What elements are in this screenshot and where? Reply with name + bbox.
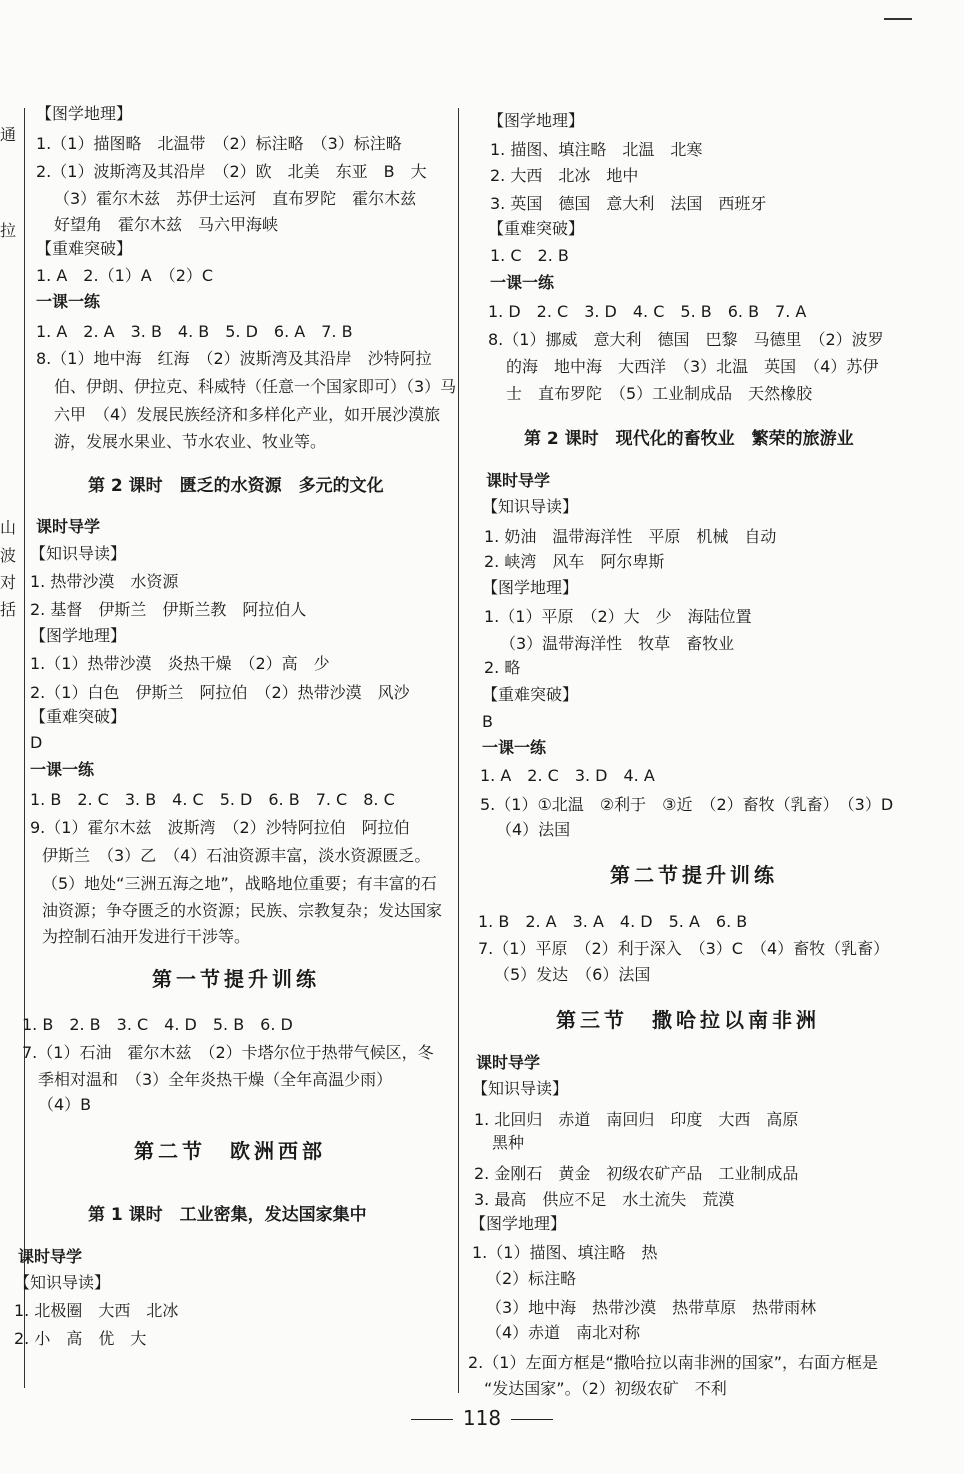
text-line: 1. A 2.（1）A （2）C bbox=[36, 266, 214, 285]
text-line: 为控制石油开发进行干涉等。 bbox=[42, 927, 251, 946]
text-line: 2.（1）白色 伊斯兰 阿拉伯 （2）热带沙漠 风沙 bbox=[30, 683, 410, 702]
text-line: （3）霍尔木兹 苏伊士运河 直布罗陀 霍尔木兹 bbox=[54, 189, 417, 208]
text-line: 1. C 2. B bbox=[490, 246, 569, 265]
text-line: 2. 略 bbox=[484, 658, 521, 677]
edge-char: 通 bbox=[0, 125, 17, 144]
text-line: 【知识导读】 bbox=[482, 497, 579, 516]
text-line: 【重难突破】 bbox=[488, 219, 585, 238]
text-line: 季相对温和 （3）全年炎热干燥（全年高温少雨） bbox=[38, 1070, 393, 1089]
text-line: 伊斯兰 （3）乙 （4）石油资源丰富，淡水资源匮乏。 bbox=[42, 846, 431, 865]
section-heading: 第 1 课时 工业密集，发达国家集中 bbox=[88, 1205, 367, 1225]
text-line: 伯、伊朗、伊拉克、科威特（任意一个国家即可）（3）马 bbox=[54, 377, 457, 396]
text-line: 【知识导读】 bbox=[30, 544, 127, 563]
text-line: 一课一练 bbox=[482, 738, 547, 757]
text-line: 课时导学 bbox=[486, 471, 551, 490]
section-heading: 第一节提升训练 bbox=[152, 967, 320, 991]
text-line: 一课一练 bbox=[490, 273, 555, 292]
text-line: （5）发达 （6）法国 bbox=[494, 965, 651, 984]
page-footer bbox=[0, 1406, 964, 1430]
text-line: 1.（1）热带沙漠 炎热干燥 （2）高 少 bbox=[30, 654, 330, 673]
text-line: 1. A 2. C 3. D 4. A bbox=[480, 766, 655, 785]
text-line: 六甲 （4）发展民族经济和多样化产业，如开展沙漠旅 bbox=[54, 405, 441, 424]
text-line: 1.（1）描图略 北温带 （2）标注略 （3）标注略 bbox=[36, 134, 402, 153]
footer-rule-left bbox=[411, 1419, 453, 1420]
text-line: D bbox=[30, 733, 43, 752]
text-line: 【图学地理】 bbox=[482, 578, 579, 597]
text-line: 1. 描图、填注略 北温 北寒 bbox=[490, 140, 703, 159]
text-line: 1. B 2. C 3. B 4. C 5. D 6. B 7. C 8. C bbox=[30, 790, 395, 809]
section-heading: 第三节 撒哈拉以南非洲 bbox=[556, 1008, 820, 1032]
edge-char: 波 bbox=[0, 546, 17, 565]
text-line: 【重难突破】 bbox=[36, 239, 133, 258]
text-line: 2.（1）波斯湾及其沿岸 （2）欧 北美 东亚 B 大 bbox=[36, 162, 427, 181]
edge-char: 括 bbox=[0, 600, 17, 619]
text-line: 【图学地理】 bbox=[488, 111, 585, 130]
text-line: 2. 金刚石 黄金 初级农矿产品 工业制成品 bbox=[474, 1164, 799, 1183]
edge-char: 对 bbox=[0, 573, 17, 592]
text-line: 2. 峡湾 风车 阿尔卑斯 bbox=[484, 552, 665, 571]
text-line: B bbox=[482, 712, 493, 731]
text-line: 课时导学 bbox=[476, 1053, 541, 1072]
text-line: 【知识导读】 bbox=[14, 1273, 111, 1292]
section-heading: 第二节 欧洲西部 bbox=[134, 1139, 326, 1163]
text-line: 1. 奶油 温带海洋性 平原 机械 自动 bbox=[484, 527, 777, 546]
text-line: 课时导学 bbox=[18, 1247, 83, 1266]
text-line: （4）B bbox=[38, 1095, 92, 1114]
text-line: 5.（1）①北温 ②利于 ③近 （2）畜牧（乳畜） （3）D bbox=[480, 795, 894, 814]
text-line: 1. 北极圈 大西 北冰 bbox=[14, 1301, 179, 1320]
text-line: 一课一练 bbox=[36, 292, 101, 311]
text-line: （4）法国 bbox=[496, 820, 571, 839]
text-line: （5）地处“三洲五海之地”，战略地位重要；有丰富的石 bbox=[42, 874, 437, 893]
text-line: 【图学地理】 bbox=[470, 1214, 567, 1233]
text-line: 2. 小 高 优 大 bbox=[14, 1329, 147, 1348]
text-line: 2. 基督 伊斯兰 伊斯兰教 阿拉伯人 bbox=[30, 600, 307, 619]
text-line: 3. 英国 德国 意大利 法国 西班牙 bbox=[490, 194, 767, 213]
text-line: 一课一练 bbox=[30, 760, 95, 779]
text-line: 2.（1）左面方框是“撒哈拉以南非洲的国家”，右面方框是 bbox=[468, 1353, 879, 1372]
text-line: 【知识导读】 bbox=[472, 1079, 569, 1098]
text-line: 1. 热带沙漠 水资源 bbox=[30, 572, 179, 591]
text-line: （4）赤道 南北对称 bbox=[486, 1323, 641, 1342]
text-line: 黑种 bbox=[492, 1133, 525, 1152]
text-line: 课时导学 bbox=[36, 517, 101, 536]
section-heading: 第二节提升训练 bbox=[610, 863, 778, 887]
text-line: 1. A 2. A 3. B 4. B 5. D 6. A 7. B bbox=[36, 322, 353, 341]
text-line: 3. 最高 供应不足 水土流失 荒漠 bbox=[474, 1190, 735, 1209]
footer-rule-right bbox=[511, 1419, 553, 1420]
top-mark bbox=[884, 18, 912, 20]
text-line: “发达国家”。（2）初级农矿 不利 bbox=[484, 1379, 727, 1398]
text-line: 油资源；争夺匮乏的水资源；民族、宗教复杂；发达国家 bbox=[42, 901, 443, 920]
text-line: 1. D 2. C 3. D 4. C 5. B 6. B 7. A bbox=[488, 302, 807, 321]
text-line: 1.（1）描图、填注略 热 bbox=[472, 1243, 658, 1262]
text-line: （2）标注略 bbox=[486, 1269, 577, 1288]
text-line: 【重难突破】 bbox=[30, 707, 127, 726]
text-line: （3）温带海洋性 牧草 畜牧业 bbox=[500, 634, 735, 653]
edge-char: 山 bbox=[0, 518, 17, 537]
text-line: 1. 北回归 赤道 南回归 印度 大西 高原 bbox=[474, 1110, 799, 1129]
text-line: 1. B 2. A 3. A 4. D 5. A 6. B bbox=[478, 912, 748, 931]
left-margin-rule bbox=[24, 108, 25, 1388]
text-line: 7.（1）石油 霍尔木兹 （2）卡塔尔位于热带气候区，冬 bbox=[22, 1043, 434, 1062]
text-line: 9.（1）霍尔木兹 波斯湾 （2）沙特阿拉伯 阿拉伯 bbox=[30, 818, 410, 837]
text-line: 8.（1）挪威 意大利 德国 巴黎 马德里 （2）波罗 bbox=[488, 330, 884, 349]
text-line: 2. 大西 北冰 地中 bbox=[490, 166, 639, 185]
section-heading: 第 2 课时 匮乏的水资源 多元的文化 bbox=[88, 476, 384, 496]
column-divider bbox=[458, 108, 459, 1393]
text-line: 的海 地中海 大西洋 （3）北温 英国 （4）苏伊 bbox=[506, 357, 879, 376]
edge-char: 拉 bbox=[0, 221, 17, 240]
text-line: 【图学地理】 bbox=[30, 626, 127, 645]
section-heading: 第 2 课时 现代化的畜牧业 繁荣的旅游业 bbox=[524, 429, 854, 449]
page-number: 118 bbox=[462, 1406, 502, 1430]
text-line: 【图学地理】 bbox=[36, 104, 133, 123]
text-line: 7.（1）平原 （2）利于深入 （3）C （4）畜牧（乳畜） bbox=[478, 939, 890, 958]
text-line: 游，发展水果业、节水农业、牧业等。 bbox=[54, 432, 327, 451]
text-line: 士 直布罗陀 （5）工业制成品 天然橡胶 bbox=[506, 384, 813, 403]
text-line: 1.（1）平原 （2）大 少 海陆位置 bbox=[484, 607, 752, 626]
text-line: 1. B 2. B 3. C 4. D 5. B 6. D bbox=[22, 1015, 293, 1034]
text-line: （3）地中海 热带沙漠 热带草原 热带雨林 bbox=[486, 1298, 817, 1317]
text-line: 8.（1）地中海 红海 （2）波斯湾及其沿岸 沙特阿拉 bbox=[36, 349, 432, 368]
text-line: 好望角 霍尔木兹 马六甲海峡 bbox=[54, 215, 279, 234]
text-line: 【重难突破】 bbox=[482, 685, 579, 704]
